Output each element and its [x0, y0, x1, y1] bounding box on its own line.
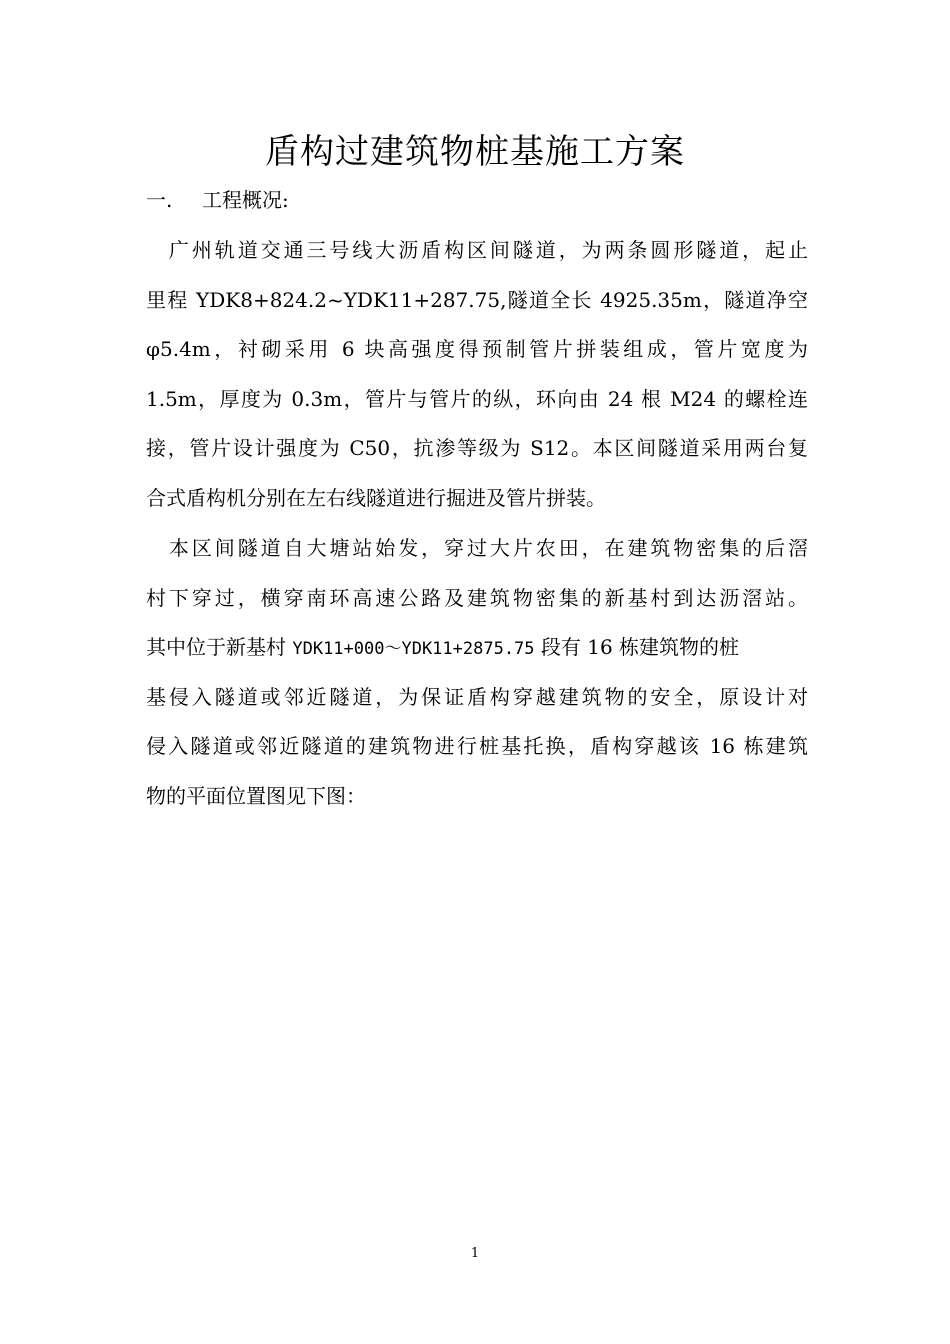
- page-number: 1: [470, 1246, 480, 1261]
- section-title: 工程概况:: [202, 188, 289, 212]
- paragraph-line: 里程 YDK8+824.2~YDK11+287.75,隧道全长 4925.35m，隧道净空: [146, 287, 808, 312]
- mileage-range: YDK11+000～YDK11+2875.75: [292, 639, 535, 659]
- paragraph-line: 基侵入隧道或邻近隧道，为保证盾构穿越建筑物的安全，原设计对: [146, 684, 808, 709]
- paragraph-line: 村下穿过，横穿南环高速公路及建筑物密集的新基村到达沥滘站。: [146, 585, 808, 610]
- paragraph-line: 广州轨道交通三号线大沥盾构区间隧道，为两条圆形隧道，起止: [146, 238, 808, 262]
- paragraph-route-description: [146, 524, 808, 821]
- text-segment: 其中位于新基村: [146, 635, 293, 659]
- paragraph-line: 物的平面位置图见下图：: [146, 783, 366, 808]
- paragraph-line: 1.5m，厚度为 0.3m，管片与管片的纵，环向由 24 根 M24 的螺栓连: [146, 386, 808, 411]
- section-heading: [146, 184, 289, 216]
- paragraph-line: 接，管片设计强度为 C50，抗渗等级为 S12。本区间隧道采用两台复: [146, 436, 808, 460]
- document-title: 盾构过建筑物桩基施工方案: [265, 132, 685, 172]
- paragraph-line: 侵入隧道或邻近隧道的建筑物进行桩基托换，盾构穿越该 16 栋建筑: [146, 734, 808, 758]
- paragraph-line-mixed: [146, 623, 808, 673]
- section-number: 一.: [146, 188, 173, 212]
- paragraph-line: 本区间隧道自大塘站始发，穿过大片农田，在建筑物密集的后滘: [146, 536, 808, 560]
- text-segment: 段有 16 栋建筑物的桩: [534, 635, 740, 659]
- paragraph-line: 合式盾构机分别在左右线隧道进行掘进及管片拼装。: [146, 485, 606, 510]
- paragraph-project-overview: [146, 226, 808, 523]
- paragraph-line: φ5.4m，衬砌采用 6 块高强度得预制管片拼装组成，管片宽度为: [146, 337, 808, 361]
